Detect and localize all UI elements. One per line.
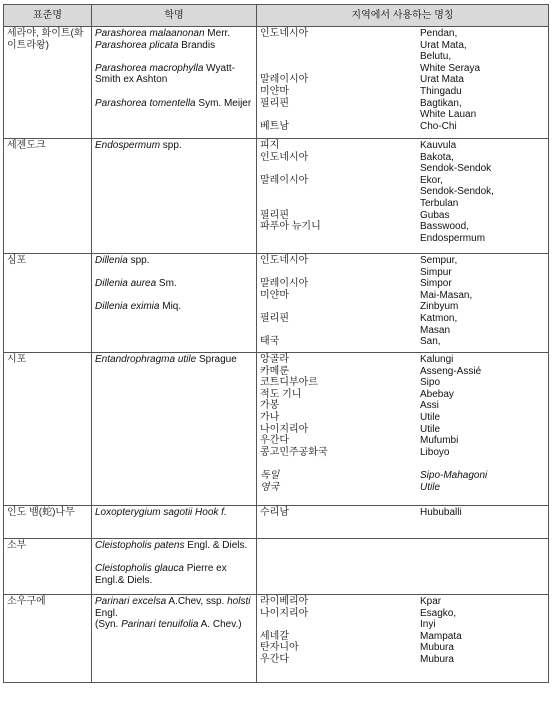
region-label <box>260 109 420 121</box>
regional-name-line <box>260 255 546 267</box>
local-name: White Seraya <box>420 62 481 74</box>
scientific-name-cell <box>92 539 257 595</box>
region-label <box>260 619 420 631</box>
scientific-name-entry <box>95 28 254 40</box>
scientific-name-entry <box>95 540 254 552</box>
regional-names-cell <box>257 353 549 506</box>
table-body <box>4 27 549 683</box>
local-name: Endospermum <box>420 232 486 244</box>
local-name: Basswood, <box>420 221 469 233</box>
local-name: Kpar <box>420 596 442 607</box>
author-citation: Engl. & Diels. <box>184 540 248 551</box>
scientific-name-entry <box>95 255 254 267</box>
regional-name-line <box>260 642 546 654</box>
author-citation: Sym. Meijer <box>195 97 252 109</box>
local-name: Zinbyum <box>420 301 459 313</box>
regional-names-cell <box>257 254 549 353</box>
regional-name-line <box>260 654 546 666</box>
region-label: 가나 <box>260 411 280 423</box>
region-label <box>260 63 420 75</box>
taxon-name: Entandrophragma utile <box>95 354 197 365</box>
region-label: 나이지리아 <box>260 423 309 435</box>
scientific-name-entry <box>95 40 254 52</box>
scientific-name-cell <box>92 506 257 539</box>
scientific-name-entry <box>95 507 254 519</box>
regional-name-line <box>260 40 546 52</box>
regional-name-line <box>260 198 546 210</box>
table-row <box>4 506 549 539</box>
region-label <box>260 233 420 245</box>
scientific-name-entry <box>95 596 254 619</box>
local-name: Utile <box>420 423 441 435</box>
region-label: 필리핀 <box>260 312 289 324</box>
scientific-name-cell <box>92 139 257 254</box>
standard-name-cell: 세젠도크 <box>4 139 92 254</box>
local-name: Kalungi <box>420 354 454 365</box>
region-label: 우간다 <box>260 653 289 665</box>
author-citation: A.Chev, ssp. <box>166 596 228 607</box>
table-row <box>4 27 549 139</box>
local-name: Abebay <box>420 388 454 400</box>
regional-name-line <box>260 619 546 631</box>
region-label: 라이베리아 <box>260 596 309 607</box>
regional-name-line <box>260 412 546 424</box>
regional-name-line <box>260 596 546 608</box>
regional-name-line <box>260 109 546 121</box>
region-label: 말레이시아 <box>260 174 309 186</box>
scientific-name-entry <box>95 301 254 313</box>
local-name: Gubas <box>420 209 450 221</box>
local-name: Sempur, <box>420 255 458 266</box>
standard-name-cell: 시포 <box>4 353 92 506</box>
regional-name-line <box>260 121 546 133</box>
region-label: 독일 <box>260 469 280 481</box>
regional-names-cell <box>257 27 549 139</box>
region-label: 미얀마 <box>260 289 289 301</box>
regional-name-line <box>260 424 546 436</box>
scientific-name-entry <box>95 63 254 86</box>
table-header-row <box>4 5 549 27</box>
regional-name-line <box>260 325 546 337</box>
table-row <box>4 595 549 683</box>
scientific-name-entry <box>95 278 254 290</box>
region-label: 가봉 <box>260 400 280 412</box>
regional-name-line <box>260 470 546 482</box>
author-citation: Miq. <box>159 301 182 313</box>
regional-name-line <box>260 74 546 86</box>
regional-name-line <box>260 140 546 152</box>
regional-name-line <box>260 290 546 302</box>
table-row <box>4 139 549 254</box>
scientific-name-entry <box>95 140 254 152</box>
regional-name-line <box>260 631 546 643</box>
author-citation: Sprague <box>196 354 237 365</box>
region-label: 코트디부아르 <box>260 377 318 389</box>
local-name: San, <box>420 336 441 348</box>
local-name: Sendok-Sendok <box>420 163 492 175</box>
taxon-name: Dillenia eximia <box>95 301 160 313</box>
regional-names-cell <box>257 539 549 595</box>
taxon-name: Cleistopholis glauca <box>95 563 184 575</box>
local-name: Thingadu <box>420 85 462 97</box>
local-name <box>420 458 546 470</box>
region-label: 콩고민주공화국 <box>260 446 328 458</box>
local-name: Asseng-Assié <box>420 365 482 377</box>
regional-name-line <box>260 377 546 389</box>
regional-name-line <box>260 98 546 110</box>
taxon-name: Parashorea malaanonan <box>95 28 205 39</box>
region-label <box>260 40 420 52</box>
local-name: Hububalli <box>420 507 462 518</box>
region-label: 수리남 <box>260 507 289 518</box>
taxon-name: Parashorea plicata <box>95 39 179 51</box>
scientific-name-entry <box>95 354 254 366</box>
region-label: 태국 <box>260 336 280 348</box>
region-label <box>260 163 420 175</box>
region-label: 인도네시아 <box>260 255 309 266</box>
local-name: White Lauan <box>420 109 477 121</box>
region-label: 피지 <box>260 140 280 151</box>
regional-name-line <box>260 152 546 164</box>
regional-name-line <box>260 435 546 447</box>
region-label <box>260 458 420 470</box>
regional-name-line <box>260 366 546 378</box>
table-row <box>4 539 549 595</box>
scientific-name-cell <box>92 254 257 353</box>
regional-name-line <box>260 301 546 313</box>
region-label <box>260 186 420 198</box>
region-label: 인도네시아 <box>260 28 309 39</box>
author-citation: spp. <box>127 255 150 266</box>
regional-name-line <box>260 163 546 175</box>
local-name: Urat Mata, <box>420 39 467 51</box>
taxon-name: Parinari excelsa <box>95 596 167 607</box>
local-name: Urat Mata <box>420 74 464 86</box>
regional-name-line <box>260 507 546 519</box>
standard-name-cell: 소부 <box>4 539 92 595</box>
taxon-name: Loxopterygium sagotii Hook f. <box>95 507 227 518</box>
regional-name-line <box>260 458 546 470</box>
region-label: 영국 <box>260 481 280 493</box>
standard-name-cell: 심포 <box>4 254 92 353</box>
taxon-name: Dillenia aurea <box>95 278 157 290</box>
table-row <box>4 254 549 353</box>
region-label <box>260 198 420 210</box>
local-name: Masan <box>420 324 451 336</box>
local-name: Mubura <box>420 642 454 654</box>
regional-name-line <box>260 221 546 233</box>
taxon-name: holsti <box>227 596 251 607</box>
local-name: Sipo-Mahagoni <box>420 469 488 481</box>
local-name: Kauvula <box>420 140 457 151</box>
taxon-name: Parinari tenuifolia <box>121 619 199 631</box>
taxon-name: Endospermum <box>95 140 161 151</box>
local-name: Belutu, <box>420 51 452 63</box>
header-regional-names: 지역에서 사용하는 명칭 <box>257 5 549 27</box>
regional-name-line <box>260 389 546 401</box>
local-name: Liboyo <box>420 446 450 458</box>
regional-name-line <box>260 447 546 459</box>
regional-name-line <box>260 354 546 366</box>
regional-names-cell <box>257 506 549 539</box>
header-scientific-name: 학명 <box>92 5 257 27</box>
regional-name-line <box>260 608 546 620</box>
regional-name-line <box>260 63 546 75</box>
local-name: Assi <box>420 400 439 412</box>
region-label: 앙골라 <box>260 354 289 365</box>
scientific-name-entry <box>95 98 254 110</box>
local-name: Utile <box>420 481 441 493</box>
local-name: Simpur <box>420 266 452 278</box>
regional-names-cell <box>257 139 549 254</box>
region-label: 탄자니아 <box>260 642 299 654</box>
regional-name-line <box>260 267 546 279</box>
region-label: 적도 기니 <box>260 388 302 400</box>
taxon-name: Dillenia <box>95 255 128 266</box>
regional-name-line <box>260 313 546 325</box>
region-label: 파푸아 뉴기니 <box>260 221 321 233</box>
author-citation: Engl. <box>95 607 118 619</box>
taxon-name: Parashorea tomentella <box>95 97 196 109</box>
local-name: Simpor <box>420 278 452 290</box>
author-citation: Wyatt-Smith ex Ashton <box>95 62 235 86</box>
standard-name-cell: 세라야, 화이트(화이트라왕) <box>4 27 92 139</box>
region-label: 베트남 <box>260 120 289 132</box>
region-label: 인도네시아 <box>260 151 309 163</box>
scientific-name-cell <box>92 595 257 683</box>
region-label: 말레이시아 <box>260 278 309 290</box>
local-name: Mai-Masan, <box>420 289 473 301</box>
taxon-name: Parashorea macrophylla <box>95 62 204 74</box>
local-name: Utile <box>420 411 441 423</box>
scientific-name-cell <box>92 27 257 139</box>
local-name: Mubura <box>420 653 454 665</box>
region-label: 말레이시아 <box>260 74 309 86</box>
region-label: 카메룬 <box>260 365 289 377</box>
regional-name-line <box>260 210 546 222</box>
region-label: 우간다 <box>260 435 289 447</box>
region-label <box>260 325 420 337</box>
author-citation: Merr. <box>204 28 231 39</box>
region-label: 필리핀 <box>260 97 289 109</box>
local-name: Sipo <box>420 377 441 389</box>
table-row <box>4 353 549 506</box>
author-citation: (Syn. <box>95 619 122 631</box>
author-citation: Pierre ex Engl.& Diels. <box>95 563 227 586</box>
regional-name-line <box>260 28 546 40</box>
local-name: Bagtikan, <box>420 97 462 109</box>
header-standard-name: 표준명 <box>4 5 92 27</box>
region-label <box>260 267 420 279</box>
local-name: Terbulan <box>420 197 459 209</box>
regional-name-line <box>260 175 546 187</box>
author-citation: A. Chev.) <box>198 619 242 631</box>
regional-name-line <box>260 51 546 63</box>
standard-name-cell: 인도 뱀(蛇)나무 <box>4 506 92 539</box>
region-label <box>260 301 420 313</box>
regional-names-cell <box>257 595 549 683</box>
local-name: Pendan, <box>420 28 458 39</box>
regional-name-line <box>260 482 546 494</box>
scientific-name-entry <box>95 563 254 586</box>
regional-name-line <box>260 86 546 98</box>
region-label: 필리핀 <box>260 209 289 221</box>
local-name: Sendok-Sendok, <box>420 186 494 198</box>
local-name: Ekor, <box>420 174 443 186</box>
regional-name-line <box>260 336 546 348</box>
regional-name-line <box>260 233 546 245</box>
local-name: Mufumbi <box>420 435 459 447</box>
regional-name-line <box>260 278 546 290</box>
local-name: Cho-Chi <box>420 120 457 132</box>
scientific-name-cell <box>92 353 257 506</box>
region-label: 세네갈 <box>260 630 289 642</box>
local-name: Inyi <box>420 619 436 631</box>
local-name: Katmon, <box>420 312 458 324</box>
local-name: Bakota, <box>420 151 454 163</box>
author-citation: spp. <box>160 140 182 151</box>
standard-name-cell: 소우구에 <box>4 595 92 683</box>
wood-names-table <box>3 4 549 683</box>
taxon-name: Cleistopholis patens <box>95 540 185 551</box>
regional-name-line <box>260 186 546 198</box>
region-label: 나이지리아 <box>260 607 309 619</box>
region-label <box>260 51 420 63</box>
local-name: Mampata <box>420 630 462 642</box>
region-label: 미얀마 <box>260 85 289 97</box>
author-citation: Brandis <box>178 39 216 51</box>
author-citation: Sm. <box>156 278 177 290</box>
regional-name-line <box>260 400 546 412</box>
scientific-name-entry <box>95 619 254 631</box>
local-name: Esagko, <box>420 607 457 619</box>
